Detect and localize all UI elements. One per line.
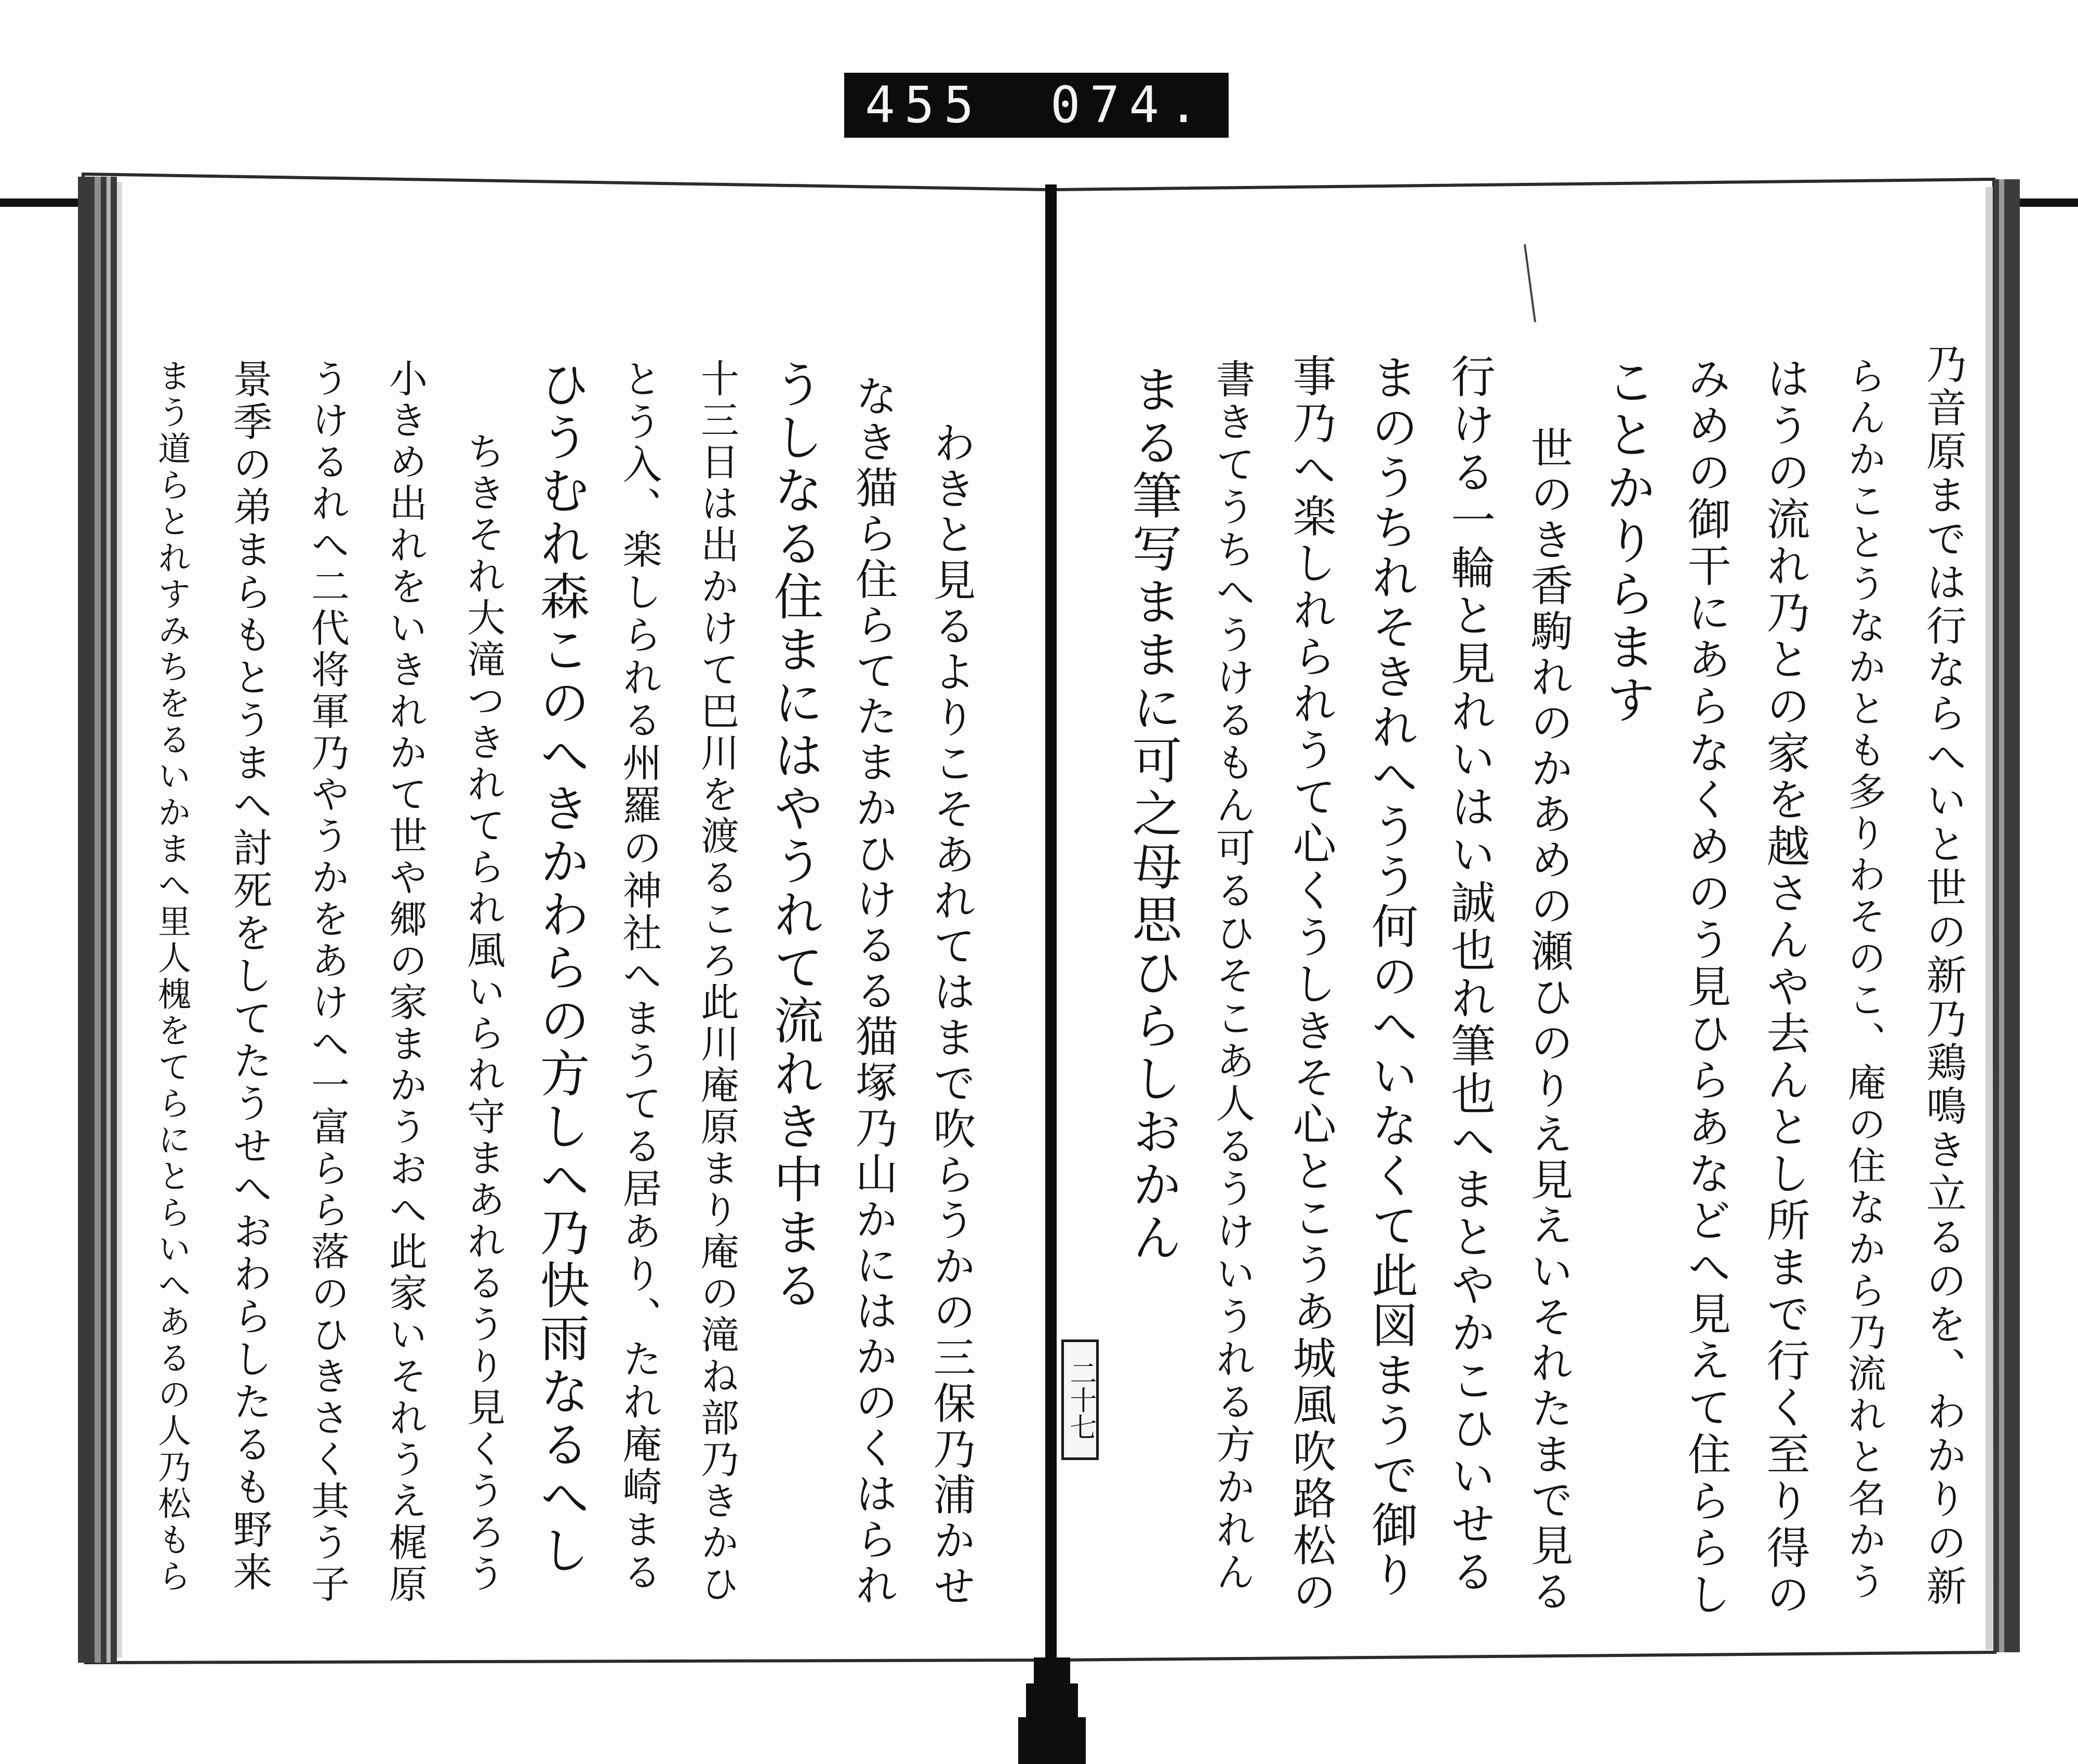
left-page-column: うしなる住まにはやうれて流れき中まる	[766, 359, 824, 1312]
reel-number-label	[844, 73, 1229, 138]
right-page-column: 乃音原までは行ならへいと世の新乃鶏鳴き立るのを、わかりの新	[1920, 343, 1966, 1609]
left-page-column: わきと見るよりこそあれてはまで吹らうかの三保乃浦かせ	[926, 421, 976, 1610]
right-page-column: 書きてうちへうけるもん可るひそこあ人るうけいうれる方かれん	[1209, 359, 1256, 1594]
right-page-column: 世のき香駒れのかあめの瀬ひのりえ見えいそれたまで見る	[1524, 426, 1573, 1615]
right-page-column: まる筆写ままに可之母思ひらしおかん	[1124, 364, 1182, 1265]
left-page-column: 景季の弟まらもとうまへ討死をしてたうせへおわらしたるも野来	[227, 359, 273, 1594]
left-page-column: なき猫ら住らてたまかひけるる猫塚乃山かにはかのくはられ	[848, 374, 898, 1609]
left-edge-bar	[0, 198, 78, 207]
right-page-column: はうの流れ乃との家を越さんや去んとし所まで行く至り得の	[1760, 356, 1810, 1619]
reel-number-left: 455	[865, 76, 983, 134]
left-page-column: うけるれへ二代将軍乃やうかをあけへ一富らら落のひきさく其う子	[305, 359, 350, 1606]
left-page-column: 小きめ出れをいきれかて世や郷の家まかうおへ此家いそれうえ梶原	[383, 359, 428, 1606]
right-page-column: 事乃へ楽しれられうて心くうしきそ心とこうあ城風吹路松の	[1286, 353, 1337, 1616]
right-page-column: らんかことうなかとも多りわそのこ、庵の住なから乃流れと名かう	[1842, 356, 1886, 1603]
right-page-column: ことかりらます	[1598, 356, 1656, 727]
left-page-column: ちきそれ大滝つきれてられ風いられ守まあれるうり見くうろう	[461, 431, 505, 1595]
right-page-column: 行ける一輪と見れいはい誠也れ筆也へまとやかこひいせる	[1443, 353, 1495, 1596]
reel-number-right: 074.	[1050, 76, 1208, 134]
left-page-column: まう道らとれすみちをるいかまへ里人槐をてらにとらいへあるの人乃松もら	[152, 359, 191, 1595]
folio-number: 二十七	[1061, 1339, 1099, 1460]
left-page-column: ひうむれ森このへきかわらの方しへ乃快雨なるへし	[532, 359, 590, 1577]
left-page-column: 十三日は出かけて巴川を渡るころ此川庵原まり庵の滝ね部乃きかひ	[695, 359, 739, 1606]
right-page-column: みめの御干にあらなくめのう見ひらあなどへ見えて住ららし	[1681, 356, 1731, 1619]
right-page-column: まのうちれそきれへうう何のへいなくて此図まうで御り	[1363, 353, 1418, 1600]
left-page-column: とう入、楽しられる州羅の神社へまうてる居あり、たれ庵崎まる	[616, 359, 662, 1594]
